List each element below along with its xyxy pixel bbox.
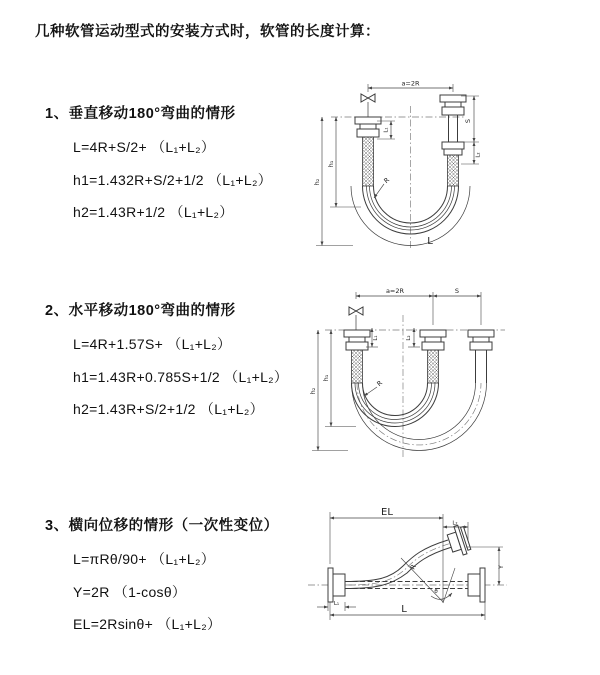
- section-2-heading: 2、水平移动180°弯曲的情形: [45, 303, 236, 319]
- dim-label-l1: L₁: [373, 335, 379, 341]
- u-bend-hose: [352, 383, 487, 450]
- flange-fitting: [328, 568, 345, 602]
- dim-label-l: L: [401, 604, 407, 615]
- diagram-vertical-180-bend: [303, 76, 593, 261]
- section-1-heading: 1、垂直移动180°弯曲的情形: [45, 106, 236, 122]
- section-2-formulas: [73, 328, 288, 426]
- section-3-formulas: [73, 543, 279, 641]
- section-1-text: [45, 102, 272, 229]
- valve-icon: [361, 94, 375, 117]
- dim-label-h1: h₁: [327, 160, 335, 168]
- formula-line: h1=1.432R+S/2+1/2 （L₁+L₂）: [73, 171, 273, 188]
- dim-label-l1: L₁: [383, 127, 390, 133]
- section-2-text: [45, 299, 288, 426]
- section-3-heading: 3、横向位移的情形（一次性变位）: [45, 518, 279, 534]
- section-3-text: [45, 514, 279, 641]
- dim-label-theta: θ: [434, 589, 438, 595]
- formula-line: Y=2R （1-cosθ）: [73, 583, 187, 600]
- flange-fitting: [468, 330, 494, 350]
- flange-fitting: [355, 117, 381, 137]
- dim-label-a2r: a=2R: [385, 287, 405, 295]
- section-1-formulas: [73, 131, 272, 229]
- flange-fitting: [442, 142, 464, 155]
- dim-label-y: Y: [497, 565, 505, 569]
- formula-line: L=4R+1.57S+ （L₁+L₂）: [73, 336, 232, 352]
- dim-label-l: L: [427, 236, 433, 247]
- dim-label-l2: L₂: [475, 152, 482, 158]
- dim-label-h1: h₁: [322, 374, 330, 382]
- formula-line: L=πRθ/90+ （L₁+L₂）: [73, 551, 216, 567]
- dim-label-l1: L₁: [333, 601, 340, 607]
- flange-fitting: [420, 330, 446, 350]
- dim-label-s: S: [454, 287, 460, 295]
- diagram-lateral-displacement: [300, 498, 600, 658]
- dim-label-r: R: [382, 175, 392, 185]
- formula-line: L=4R+S/2+ （L₁+L₂）: [73, 139, 216, 155]
- formula-line: EL=2Rsinθ+ （L₁+L₂）: [73, 616, 222, 632]
- formula-line: h2=1.43R+1/2 （L₁+L₂）: [73, 204, 234, 220]
- dim-label-a2r: a=2R: [401, 79, 420, 88]
- page-title: 几种软管运动型式的安装方式时，软管的长度计算：: [35, 24, 380, 40]
- flange-fitting: [440, 95, 466, 115]
- dim-label-r: R: [375, 378, 385, 388]
- flange-fitting: [468, 568, 485, 602]
- dim-label-h2: h₂: [309, 387, 317, 395]
- formula-line: h1=1.43R+0.785S+1/2 （L₁+L₂）: [73, 368, 289, 385]
- dim-label-l2: L₂: [406, 335, 412, 341]
- braided-hose: [363, 137, 374, 186]
- braided-hose: [352, 350, 363, 383]
- valve-icon: [349, 307, 363, 330]
- braided-hose: [428, 350, 439, 383]
- dim-label-l2: L₂: [452, 520, 458, 527]
- dim-label-s: S: [464, 118, 472, 124]
- diagram-horizontal-180-bend: [300, 283, 600, 463]
- formula-line: h2=1.43R+S/2+1/2 （L₁+L₂）: [73, 401, 264, 417]
- dim-label-h2: h₂: [313, 178, 321, 186]
- braided-hose: [448, 155, 459, 186]
- dim-label-r: R: [408, 563, 418, 571]
- dim-label-el: EL: [381, 507, 393, 518]
